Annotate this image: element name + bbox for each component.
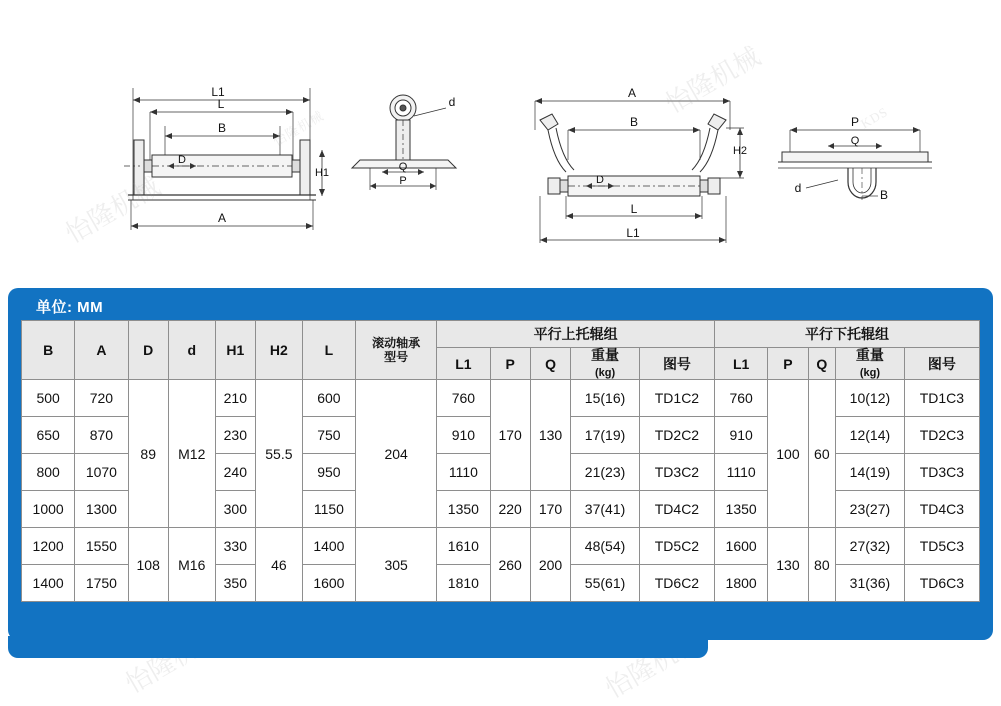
- cell-dn-L1: 1350: [715, 491, 768, 528]
- cell-d: M16: [168, 528, 215, 602]
- cell-dn-no: TD1C3: [904, 380, 979, 417]
- dim-label-P-view4: P: [850, 115, 860, 129]
- cell-B: 800: [22, 454, 75, 491]
- cell-up-weight: 37(41): [571, 491, 640, 528]
- dim-label-P-view2: P: [399, 175, 407, 187]
- cell-A: 870: [75, 417, 128, 454]
- watermark: 怡隆机械: [120, 621, 226, 699]
- table-row: [22, 380, 980, 417]
- cell-A: 1550: [75, 528, 128, 565]
- cell-dn-P: 130: [768, 528, 808, 602]
- cell-H2: 46: [255, 528, 302, 602]
- dim-label-A: A: [217, 211, 227, 225]
- col-header-A: A: [75, 321, 128, 380]
- col-header-up-drawing-no: 图号: [639, 348, 714, 380]
- cell-up-L1: 760: [437, 380, 490, 417]
- dim-label-d-view2: d: [448, 95, 456, 109]
- cell-up-P: 220: [490, 491, 530, 528]
- cell-H1: 230: [215, 417, 255, 454]
- dim-label-L1-view3: L1: [626, 226, 640, 240]
- cell-B: 650: [22, 417, 75, 454]
- cell-dn-P: 100: [768, 380, 808, 528]
- cell-D: 89: [128, 380, 168, 528]
- watermark: 怡隆机械: [660, 41, 766, 119]
- col-header-H1: H1: [215, 321, 255, 380]
- cell-H1: 300: [215, 491, 255, 528]
- cell-up-Q: 200: [530, 528, 570, 602]
- cell-dn-L1: 1110: [715, 454, 768, 491]
- panel-bottom-extension: [8, 636, 708, 658]
- roller-assembly-drawings: [0, 0, 1001, 290]
- table-row: [22, 528, 980, 565]
- cell-up-L1: 1810: [437, 565, 490, 602]
- cell-dn-Q: 60: [808, 380, 835, 528]
- cell-dn-weight: 12(14): [836, 417, 905, 454]
- cell-dn-weight: 14(19): [836, 454, 905, 491]
- cell-up-no: TD4C2: [639, 491, 714, 528]
- col-header-dn-drawing-no: 图号: [904, 348, 979, 380]
- table-header-group-row: [22, 321, 980, 348]
- col-header-B: B: [22, 321, 75, 380]
- col-header-up-P: P: [490, 348, 530, 380]
- cell-up-P: 170: [490, 380, 530, 491]
- dim-label-d-view4: d: [794, 181, 802, 195]
- cell-dn-weight: 23(27): [836, 491, 905, 528]
- cell-up-L1: 910: [437, 417, 490, 454]
- spec-table-panel: [8, 288, 993, 640]
- cell-bearing: 204: [356, 380, 437, 528]
- watermark: 怡隆机械: [600, 626, 706, 704]
- cell-H2: 55.5: [255, 380, 302, 528]
- col-header-dn-L1: L1: [715, 348, 768, 380]
- dim-label-B-view4: B: [879, 188, 889, 202]
- cell-up-no: TD5C2: [639, 528, 714, 565]
- cell-dn-L1: 1800: [715, 565, 768, 602]
- col-header-H2: H2: [255, 321, 302, 380]
- cell-L: 1150: [302, 491, 355, 528]
- cell-dn-no: TD5C3: [904, 528, 979, 565]
- col-header-D: D: [128, 321, 168, 380]
- cell-dn-no: TD4C3: [904, 491, 979, 528]
- cell-up-no: TD1C2: [639, 380, 714, 417]
- watermark: 怡隆机械: [60, 171, 166, 249]
- cell-dn-weight: 27(32): [836, 528, 905, 565]
- cell-up-no: TD3C2: [639, 454, 714, 491]
- cell-d: M12: [168, 380, 215, 528]
- col-header-bearing: 滚动轴承 型号: [356, 321, 437, 380]
- cell-dn-L1: 760: [715, 380, 768, 417]
- cell-H1: 350: [215, 565, 255, 602]
- cell-up-L1: 1350: [437, 491, 490, 528]
- cell-L: 1600: [302, 565, 355, 602]
- dim-label-D: D: [178, 154, 186, 166]
- cell-H1: 240: [215, 454, 255, 491]
- cell-up-L1: 1110: [437, 454, 490, 491]
- watermark: KDS: [857, 103, 891, 132]
- cell-B: 1200: [22, 528, 75, 565]
- cell-up-weight: 48(54): [571, 528, 640, 565]
- cell-H1: 330: [215, 528, 255, 565]
- cell-up-no: TD6C2: [639, 565, 714, 602]
- group-header-upper: 平行上托辊组: [437, 321, 715, 348]
- dim-label-L1: L1: [211, 85, 225, 99]
- cell-up-L1: 1610: [437, 528, 490, 565]
- cell-L: 950: [302, 454, 355, 491]
- cell-up-Q: 170: [530, 491, 570, 528]
- cell-up-Q: 130: [530, 380, 570, 491]
- cell-L: 1400: [302, 528, 355, 565]
- cell-L: 600: [302, 380, 355, 417]
- cell-D: 108: [128, 528, 168, 602]
- col-header-dn-Q: Q: [808, 348, 835, 380]
- col-header-up-Q: Q: [530, 348, 570, 380]
- dim-label-H1: H1: [314, 167, 330, 179]
- watermark: 怡隆机械: [270, 107, 327, 149]
- dim-label-L: L: [217, 97, 225, 111]
- cell-A: 1070: [75, 454, 128, 491]
- technical-drawing-area: [0, 0, 1001, 290]
- col-header-L: L: [302, 321, 355, 380]
- dim-label-Q-view2: Q: [398, 161, 408, 173]
- cell-up-no: TD2C2: [639, 417, 714, 454]
- col-header-up-L1: L1: [437, 348, 490, 380]
- cell-up-weight: 15(16): [571, 380, 640, 417]
- group-header-lower: 平行下托辊组: [715, 321, 980, 348]
- col-header-d: d: [168, 321, 215, 380]
- cell-A: 1750: [75, 565, 128, 602]
- dim-label-D-view3: D: [596, 174, 604, 186]
- cell-L: 750: [302, 417, 355, 454]
- dim-label-Q-view4: Q: [850, 135, 860, 147]
- cell-up-P: 260: [490, 528, 530, 602]
- col-header-dn-weight: 重量 (kg): [836, 348, 905, 380]
- dim-label-B: B: [217, 121, 227, 135]
- cell-H1: 210: [215, 380, 255, 417]
- col-header-dn-P: P: [768, 348, 808, 380]
- cell-dn-L1: 1600: [715, 528, 768, 565]
- cell-A: 720: [75, 380, 128, 417]
- specification-table: [21, 320, 980, 602]
- cell-dn-Q: 80: [808, 528, 835, 602]
- dim-label-H2: H2: [732, 145, 748, 157]
- cell-B: 1400: [22, 565, 75, 602]
- cell-B: 500: [22, 380, 75, 417]
- unit-label: 单位: MM: [36, 299, 104, 316]
- dim-label-L-view3: L: [630, 202, 638, 216]
- dim-label-A-view3: A: [627, 86, 637, 100]
- cell-dn-weight: 10(12): [836, 380, 905, 417]
- cell-dn-no: TD3C3: [904, 454, 979, 491]
- cell-dn-no: TD2C3: [904, 417, 979, 454]
- cell-up-weight: 55(61): [571, 565, 640, 602]
- cell-B: 1000: [22, 491, 75, 528]
- cell-dn-no: TD6C3: [904, 565, 979, 602]
- cell-dn-L1: 910: [715, 417, 768, 454]
- cell-up-weight: 21(23): [571, 454, 640, 491]
- cell-bearing: 305: [356, 528, 437, 602]
- cell-up-weight: 17(19): [571, 417, 640, 454]
- cell-A: 1300: [75, 491, 128, 528]
- col-header-up-weight: 重量 (kg): [571, 348, 640, 380]
- dim-label-B-view3: B: [629, 115, 639, 129]
- cell-dn-weight: 31(36): [836, 565, 905, 602]
